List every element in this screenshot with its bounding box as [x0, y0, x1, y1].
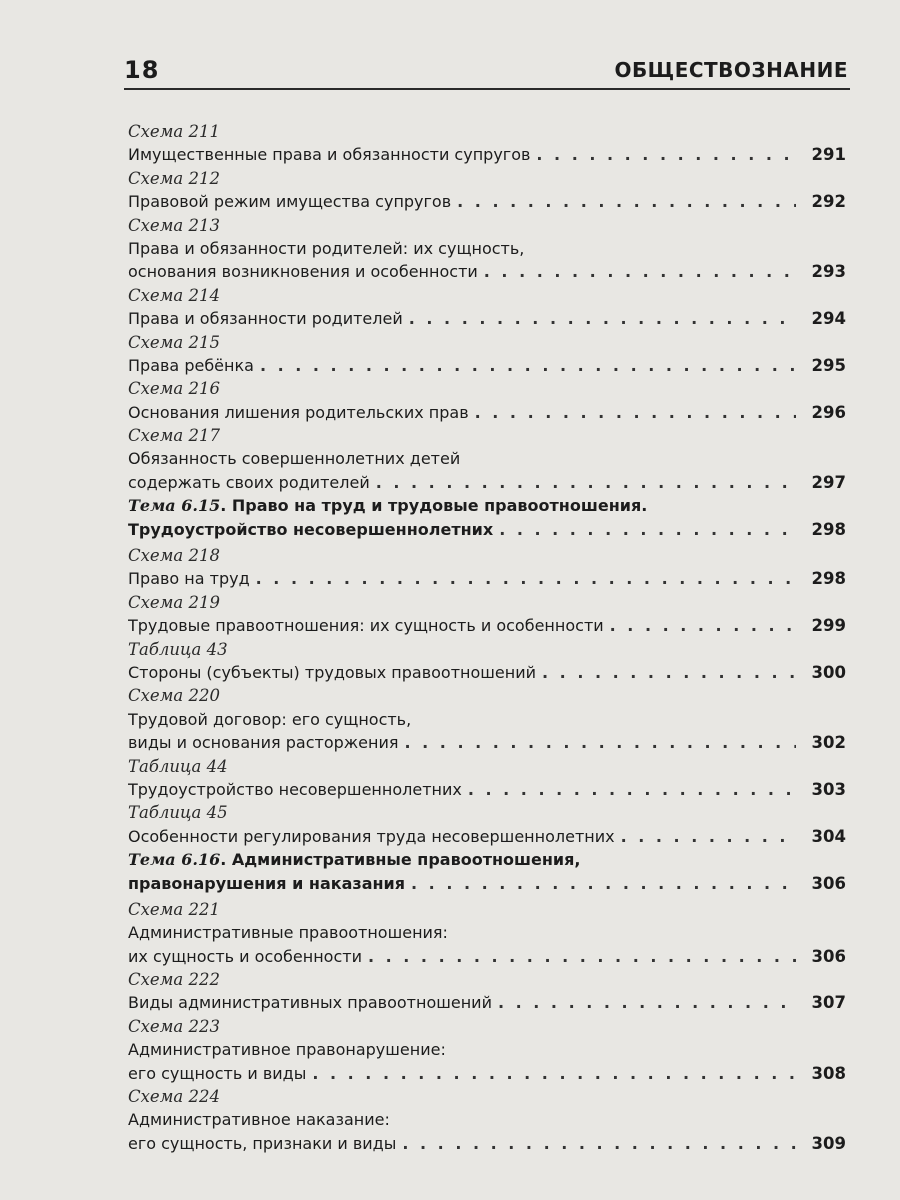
toc-entry [128, 377, 846, 424]
topic-number: Тема 6.15 [128, 496, 221, 516]
page-ref: 299 [811, 616, 846, 636]
entry-title: виды и основания расторжения [128, 733, 399, 753]
toc-entry [128, 898, 846, 968]
entry-title: Право на труд [128, 569, 250, 589]
topic-number: Тема 6.16 [128, 850, 221, 870]
entry-label: Схема 221 [128, 899, 220, 919]
toc-entry [128, 284, 846, 331]
entry-title: Особенности регулирования труда несовершеннолетних [128, 826, 615, 846]
running-title: ОБЩЕСТВОЗНАНИЕ [614, 58, 848, 82]
entry-title-line [128, 401, 846, 424]
entry-title-line [128, 991, 846, 1014]
entry-title: Трудовые правоотношения: их сущность и особенности [128, 616, 604, 636]
entry-label: Схема 222 [128, 970, 220, 990]
page-ref: 293 [811, 262, 846, 282]
topic-heading-line [128, 848, 846, 871]
entry-label: Схема 215 [128, 332, 220, 352]
entry-label: Схема 220 [128, 686, 220, 706]
page-number: 18 [124, 56, 160, 84]
entry-title: основания возникновения и особенности [128, 262, 478, 282]
page-ref: 309 [811, 1133, 846, 1153]
entry-title: Правовой режим имущества супругов [128, 192, 452, 212]
page-ref: 298 [811, 519, 846, 539]
entry-title: его сущность и виды [128, 1063, 307, 1083]
entry-title-line [128, 778, 846, 801]
toc-entry [128, 167, 846, 214]
toc-entry [128, 591, 846, 638]
entry-label: Схема 224 [128, 1087, 220, 1107]
entry-title: Права и обязанности родителей [128, 309, 403, 329]
entry-title-line [128, 237, 846, 260]
entry-title-line [128, 731, 846, 754]
dot-leader [484, 260, 796, 283]
dot-leader [405, 731, 797, 754]
page-ref: 291 [811, 145, 846, 165]
entry-title: Стороны (субъекты) трудовых правоотношений [128, 662, 537, 682]
entry-label: Схема 214 [128, 285, 220, 305]
entry-title-line [128, 1038, 846, 1061]
dot-leader [409, 307, 796, 330]
page-ref: 303 [811, 779, 846, 799]
dot-leader [260, 354, 796, 377]
topic-title: Трудоустройство несовершеннолетних [128, 519, 494, 539]
entry-label: Таблица 44 [128, 756, 228, 776]
dot-leader [376, 471, 796, 494]
entry-title: Трудовой договор: его сущность, [128, 709, 412, 729]
page-ref: 296 [811, 402, 846, 422]
dot-leader [457, 190, 796, 213]
entry-label: Таблица 43 [128, 639, 228, 659]
entry-title-line [128, 614, 846, 637]
dot-leader [610, 614, 796, 637]
toc-entry [128, 214, 846, 284]
entry-label: Схема 217 [128, 426, 220, 446]
toc-entry [128, 494, 846, 541]
page-header [124, 56, 848, 88]
toc-entry [128, 1085, 846, 1155]
entry-title-line [128, 447, 846, 470]
topic-heading-line [128, 518, 846, 541]
topic-title: . Право на труд и трудовые правоотношения. [220, 496, 648, 516]
toc-entry [128, 755, 846, 802]
dot-leader [402, 1132, 796, 1155]
page-ref: 306 [811, 946, 846, 966]
entry-title-line [128, 921, 846, 944]
entry-title-line [128, 945, 846, 968]
toc-entry [128, 544, 846, 591]
entry-title-line [128, 307, 846, 330]
toc-entry [128, 331, 846, 378]
entry-title-line [128, 143, 846, 166]
dot-leader [499, 518, 796, 541]
entry-title-line [128, 1132, 846, 1155]
dot-leader [536, 143, 796, 166]
dot-leader [621, 825, 796, 848]
entry-title: Права и обязанности родителей: их сущность, [128, 238, 525, 258]
entry-title: Административное наказание: [128, 1110, 390, 1130]
entry-title: Трудоустройство несовершеннолетних [128, 779, 462, 799]
toc-entry [128, 1015, 846, 1085]
page-ref: 295 [811, 355, 846, 375]
entry-title: Права ребёнка [128, 355, 254, 375]
header-rule [124, 88, 850, 90]
entry-label: Схема 223 [128, 1016, 220, 1036]
page-ref: 294 [811, 309, 846, 329]
page-ref: 292 [811, 192, 846, 212]
dot-leader [256, 567, 796, 590]
toc-entry [128, 638, 846, 685]
entry-title: Обязанность совершеннолетних детей [128, 449, 461, 469]
entry-label: Схема 213 [128, 215, 220, 235]
toc-entry [128, 684, 846, 754]
topic-title: правонарушения и наказания [128, 873, 406, 893]
entry-title: Административные правоотношения: [128, 923, 448, 943]
page-ref: 308 [811, 1063, 846, 1083]
topic-title: . Административные правоотношения, [220, 850, 581, 870]
entry-title: его сущность, признаки и виды [128, 1133, 397, 1153]
dot-leader [468, 778, 796, 801]
entry-label: Схема 216 [128, 379, 220, 399]
page-ref: 306 [811, 873, 846, 893]
topic-heading-line [128, 872, 846, 895]
page-ref: 297 [811, 472, 846, 492]
page-ref: 300 [811, 662, 846, 682]
entry-label: Схема 219 [128, 592, 220, 612]
entry-label: Таблица 45 [128, 803, 228, 823]
dot-leader [498, 991, 796, 1014]
toc-entry [128, 848, 846, 895]
toc-entry [128, 801, 846, 848]
page-ref: 302 [811, 733, 846, 753]
topic-heading-line [128, 494, 846, 517]
entry-title-line [128, 825, 846, 848]
entry-title-line [128, 708, 846, 731]
entry-label: Схема 211 [128, 122, 220, 141]
table-of-contents [128, 120, 846, 1155]
page-ref: 298 [811, 569, 846, 589]
entry-title-line [128, 354, 846, 377]
entry-title-line [128, 1062, 846, 1085]
entry-title: Имущественные права и обязанности супругов [128, 145, 531, 165]
dot-leader [542, 661, 796, 684]
entry-title: Виды административных правоотношений [128, 993, 492, 1013]
toc-entry [128, 424, 846, 494]
toc-entry [128, 120, 846, 167]
dot-leader [475, 401, 796, 424]
entry-label: Схема 218 [128, 546, 220, 566]
dot-leader [312, 1062, 796, 1085]
entry-title-line [128, 1108, 846, 1131]
entry-title: содержать своих родителей [128, 472, 370, 492]
entry-title: Административное правонарушение: [128, 1040, 446, 1060]
entry-title: Основания лишения родительских прав [128, 402, 469, 422]
toc-entry [128, 968, 846, 1015]
dot-leader [368, 945, 796, 968]
entry-title-line [128, 260, 846, 283]
entry-title: их сущность и особенности [128, 946, 362, 966]
page-ref: 307 [811, 993, 846, 1013]
dot-leader [411, 872, 796, 895]
page-ref: 304 [811, 826, 846, 846]
entry-title-line [128, 471, 846, 494]
entry-title-line [128, 190, 846, 213]
entry-label: Схема 212 [128, 168, 220, 188]
entry-title-line [128, 661, 846, 684]
entry-title-line [128, 567, 846, 590]
